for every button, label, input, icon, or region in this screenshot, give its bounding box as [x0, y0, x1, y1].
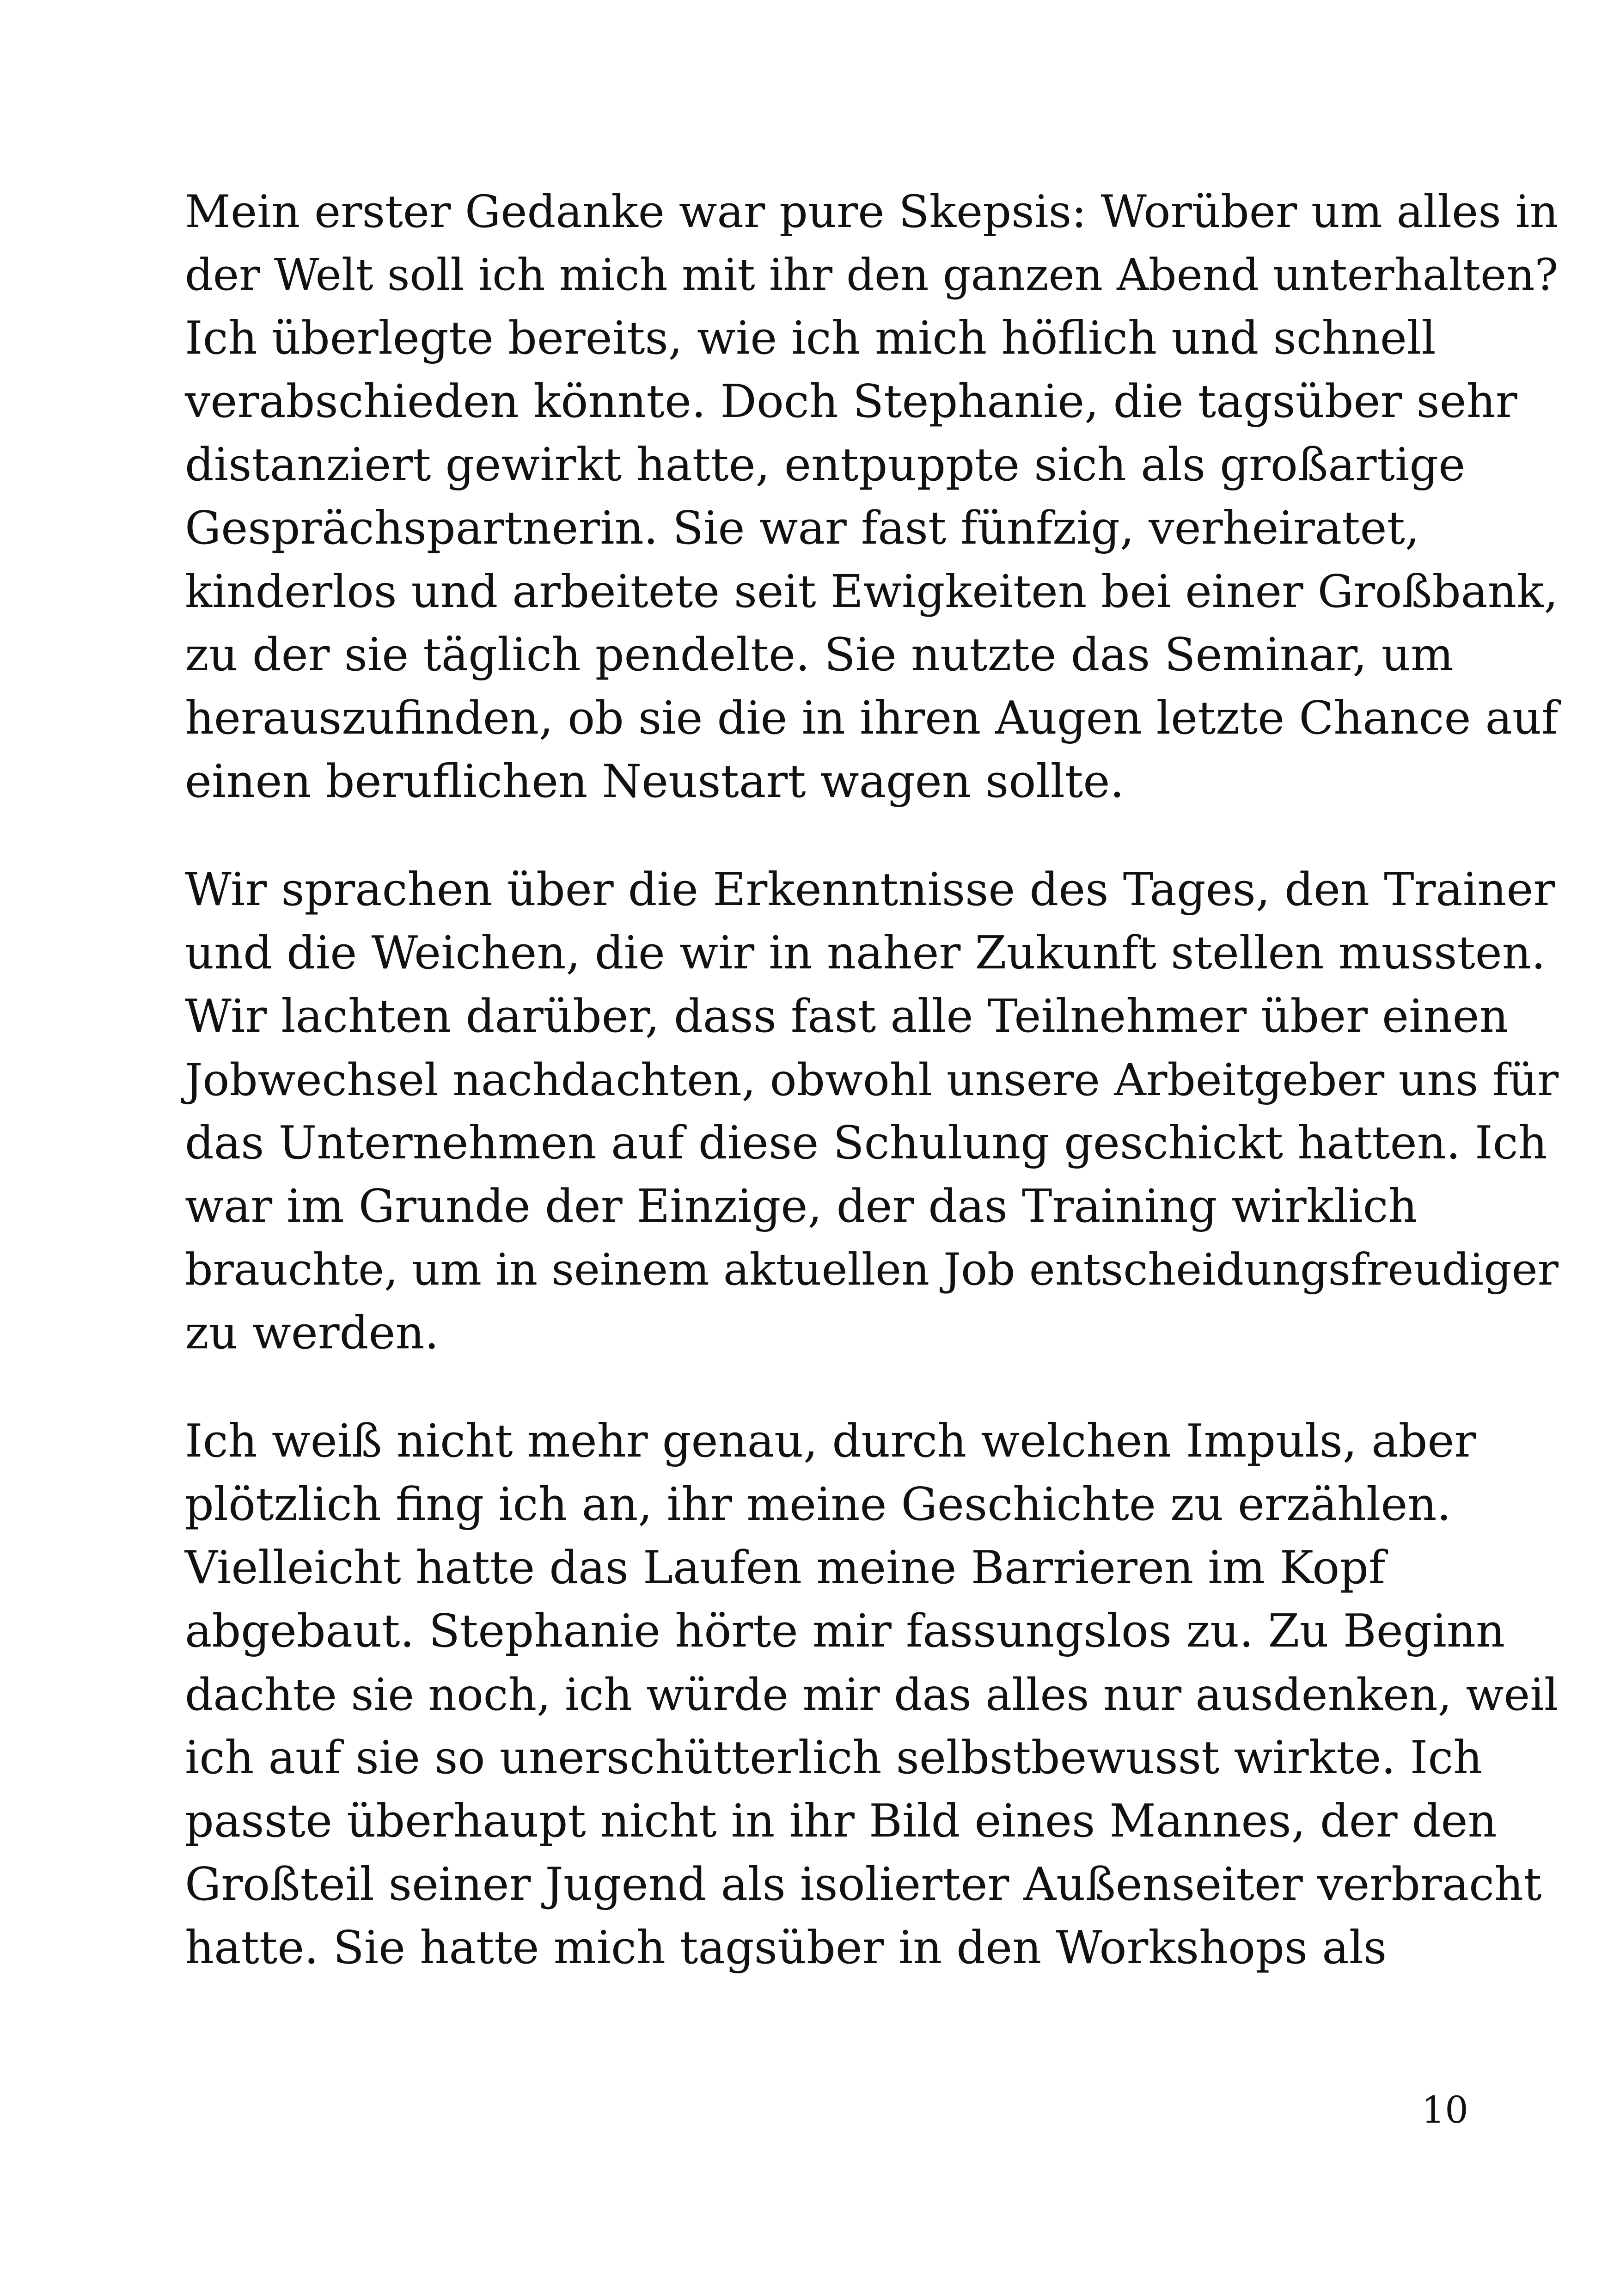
- text-line: Ich weiß nicht mehr genau, durch welchen Impuls, aber: [185, 1415, 1476, 1468]
- text-line: plötzlich fing ich an, ihr meine Geschichte zu erzählen.: [185, 1478, 1451, 1531]
- text-line: dachte sie noch, ich würde mir das alles nur ausdenken, weil: [185, 1669, 1559, 1720]
- text-line: abgebaut. Stephanie hörte mir fassungslos zu. Zu Beginn: [185, 1605, 1505, 1658]
- text-line: kinderlos und arbeitete seit Ewigkeiten bei einer Großbank,: [185, 565, 1559, 618]
- text-line: Wir lachten darüber, dass fast alle Teilnehmer über einen: [185, 990, 1509, 1043]
- text-line: distanziert gewirkt hatte, entpuppte sich als großartige: [185, 439, 1466, 491]
- text-line: hatte. Sie hatte mich tagsüber in den Workshops als: [185, 1922, 1387, 1974]
- text-line: zu der sie täglich pendelte. Sie nutzte das Seminar, um: [185, 629, 1454, 681]
- text-line: Gesprächspartnerin. Sie war fast fünfzig, verheiratet,: [185, 502, 1420, 555]
- text-line: das Unternehmen auf diese Schulung geschickt hatten. Ich: [185, 1117, 1547, 1169]
- text-line: zu werden.: [185, 1307, 439, 1359]
- text-line: Mein erster Gedanke war pure Skepsis: Worüber um alles in: [185, 185, 1559, 238]
- page-number: 10: [1421, 2088, 1468, 2131]
- text-line: war im Grunde der Einzige, der das Training wirklich: [185, 1180, 1418, 1233]
- text-line: verabschieden könnte. Doch Stephanie, die tagsüber sehr: [185, 375, 1517, 428]
- text-line: brauchte, um in seinem aktuellen Job entscheidungsfreudiger: [185, 1244, 1559, 1295]
- text-line: Wir sprachen über die Erkenntnisse des Tages, den Trainer: [185, 863, 1555, 916]
- text-line: und die Weichen, die wir in naher Zukunft stellen mussten.: [185, 927, 1546, 980]
- text-line: herauszufinden, ob sie die in ihren Augen letzte Chance auf: [185, 692, 1559, 745]
- text-line: ich auf sie so unerschütterlich selbstbewusst wirkte. Ich: [185, 1732, 1483, 1784]
- text-line: der Welt soll ich mich mit ihr den ganzen Abend unterhalten?: [185, 250, 1559, 300]
- text-line: Ich überlegte bereits, wie ich mich höflich und schnell: [185, 312, 1436, 365]
- text-line: Jobwechsel nachdachten, obwohl unsere Arbeitgeber uns für: [185, 1054, 1559, 1106]
- text-line: passte überhaupt nicht in ihr Bild eines Mannes, der den: [185, 1795, 1497, 1848]
- text-line: einen beruflichen Neustart wagen sollte.: [185, 755, 1125, 808]
- text-line: Vielleicht hatte das Laufen meine Barrieren im Kopf: [185, 1542, 1386, 1594]
- text-line: Großteil seiner Jugend als isolierter Außenseiter verbracht: [185, 1858, 1542, 1911]
